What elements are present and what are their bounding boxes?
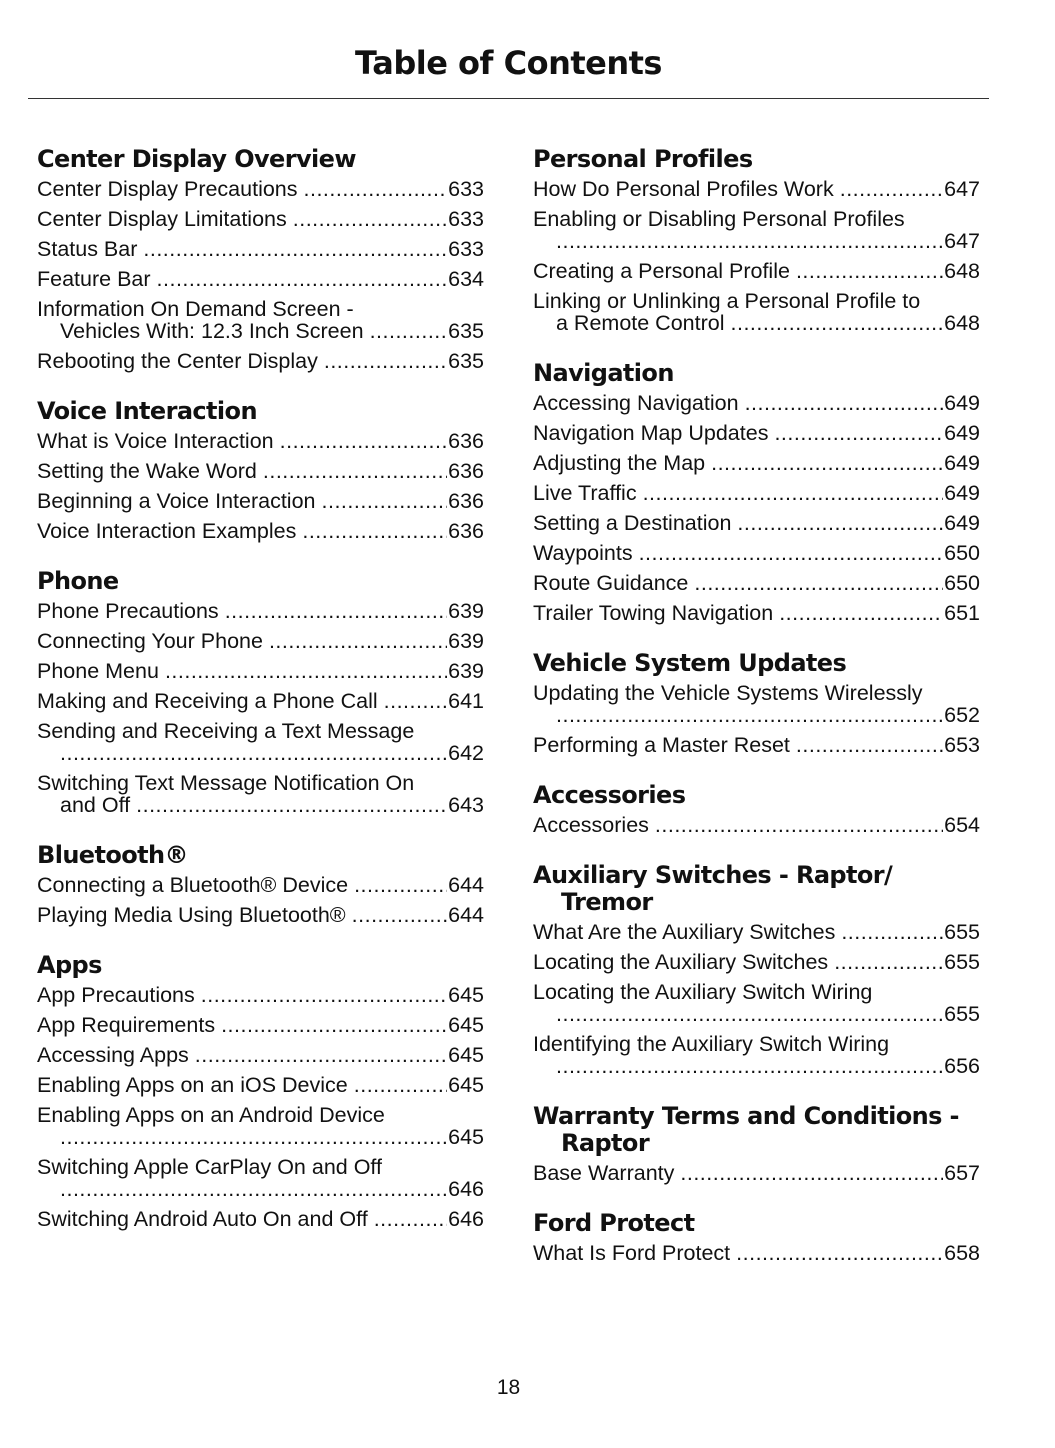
entry-page-number: 636 xyxy=(448,489,484,513)
entry-title: Status Bar xyxy=(37,237,138,261)
entry-page-number: 649 xyxy=(944,421,980,445)
entry-title: App Requirements xyxy=(37,1013,216,1037)
dot-leader xyxy=(143,238,447,260)
entry-page-number: 654 xyxy=(944,813,980,837)
toc-entry[interactable] xyxy=(37,178,484,200)
entry-page-number: 636 xyxy=(448,519,484,543)
toc-entry[interactable] xyxy=(533,951,980,973)
entry-title: Waypoints xyxy=(533,541,633,565)
dot-leader xyxy=(304,178,448,200)
toc-entry[interactable] xyxy=(533,512,980,534)
toc-entry[interactable] xyxy=(37,298,484,342)
dot-leader xyxy=(293,208,447,230)
toc-entry[interactable] xyxy=(37,460,484,482)
entry-page-number: 648 xyxy=(944,311,980,335)
entry-title-line: Locating the Auxiliary Switch Wiring xyxy=(533,980,873,1004)
entry-title-line: Enabling or Disabling Personal Profiles xyxy=(533,207,905,231)
toc-entry[interactable] xyxy=(37,720,484,764)
section-accessories xyxy=(533,782,980,836)
entry-title: Switching Android Auto On and Off xyxy=(37,1207,368,1231)
entry-page-number: 639 xyxy=(448,659,484,683)
toc-entry[interactable] xyxy=(37,630,484,652)
entry-title: Making and Receiving a Phone Call xyxy=(37,689,378,713)
entry-title-line: Updating the Vehicle Systems Wirelessly xyxy=(533,681,923,705)
entry-page-number: 649 xyxy=(944,511,980,535)
dot-leader xyxy=(384,690,448,712)
dot-leader xyxy=(60,1126,447,1148)
dot-leader xyxy=(736,1242,943,1264)
dot-leader xyxy=(774,422,943,444)
entry-page-number: 647 xyxy=(944,177,980,201)
toc-entry[interactable] xyxy=(533,542,980,564)
dot-leader xyxy=(201,984,447,1006)
section-heading: Personal Profiles xyxy=(533,145,753,173)
section-heading: Accessories xyxy=(533,781,686,809)
entry-page-number: 634 xyxy=(448,267,484,291)
entry-page-number: 645 xyxy=(448,983,484,1007)
entry-page-number: 649 xyxy=(944,481,980,505)
entry-title-line: Linking or Unlinking a Personal Profile to xyxy=(533,289,921,313)
section-center-display-overview xyxy=(37,146,484,372)
entry-title-line: Information On Demand Screen - xyxy=(37,297,354,321)
section-voice-interaction xyxy=(37,398,484,542)
toc-entry[interactable] xyxy=(533,1162,980,1184)
entry-title: Locating the Auxiliary Switches xyxy=(533,950,829,974)
entry-title: What Are the Auxiliary Switches xyxy=(533,920,836,944)
section-heading: Phone xyxy=(37,567,119,595)
entry-page-number: 633 xyxy=(448,237,484,261)
entry-title: How Do Personal Profiles Work xyxy=(533,177,834,201)
entry-page-number: 642 xyxy=(448,741,484,765)
entry-title: Feature Bar xyxy=(37,267,151,291)
entry-title-line: Enabling Apps on an Android Device xyxy=(37,1103,385,1127)
entry-page-number: 646 xyxy=(448,1207,484,1231)
entry-title: Voice Interaction Examples xyxy=(37,519,297,543)
section-vehicle-system-updates xyxy=(533,650,980,756)
toc-entry[interactable] xyxy=(37,690,484,712)
entry-page-number: 645 xyxy=(448,1013,484,1037)
dot-leader xyxy=(352,904,447,926)
dot-leader xyxy=(556,1003,943,1025)
entry-title: Vehicles With: 12.3 Inch Screen xyxy=(60,319,364,343)
dot-leader xyxy=(195,1044,447,1066)
entry-title: Enabling Apps on an iOS Device xyxy=(37,1073,348,1097)
entry-title: Navigation Map Updates xyxy=(533,421,769,445)
toc-entry[interactable] xyxy=(533,734,980,756)
entry-title: Route Guidance xyxy=(533,571,689,595)
entry-title: and Off xyxy=(60,793,131,817)
page-number: 18 xyxy=(496,1376,521,1399)
toc-entry[interactable] xyxy=(37,208,484,230)
entry-page-number: 648 xyxy=(944,259,980,283)
entry-page-number: 649 xyxy=(944,451,980,475)
left-column xyxy=(37,146,484,1256)
entry-title: What is Voice Interaction xyxy=(37,429,274,453)
toc-entry[interactable] xyxy=(533,452,980,474)
entry-title-line: Switching Text Message Notification On xyxy=(37,771,415,795)
dot-leader xyxy=(556,704,943,726)
right-column xyxy=(533,146,980,1290)
toc-entry[interactable] xyxy=(533,422,980,444)
toc-entry[interactable] xyxy=(37,1208,484,1230)
entry-page-number: 650 xyxy=(944,571,980,595)
entry-page-number: 633 xyxy=(448,207,484,231)
section-personal-profiles xyxy=(533,146,980,334)
entry-title: Beginning a Voice Interaction xyxy=(37,489,316,513)
dot-leader xyxy=(639,542,944,564)
section-heading: Apps xyxy=(37,951,102,979)
dot-leader xyxy=(263,460,447,482)
toc-entry[interactable] xyxy=(37,1156,484,1200)
entry-page-number: 646 xyxy=(448,1177,484,1201)
entry-page-number: 643 xyxy=(448,793,484,817)
toc-entry[interactable] xyxy=(37,1104,484,1148)
entry-page-number: 636 xyxy=(448,459,484,483)
section-apps xyxy=(37,952,484,1230)
entry-page-number: 645 xyxy=(448,1043,484,1067)
page-title: Table of Contents xyxy=(355,44,662,82)
entry-title: Setting the Wake Word xyxy=(37,459,257,483)
dot-leader xyxy=(302,520,447,542)
section-heading: Ford Protect xyxy=(533,1209,695,1237)
dot-leader xyxy=(60,1178,447,1200)
toc-entry[interactable] xyxy=(37,600,484,622)
section-auxiliary-switches-raptor-tremor xyxy=(533,862,980,1077)
section-heading: Center Display Overview xyxy=(37,145,356,173)
toc-entry[interactable] xyxy=(37,520,484,542)
toc-entry[interactable] xyxy=(533,482,980,504)
toc-entry[interactable] xyxy=(37,268,484,290)
entry-title: App Precautions xyxy=(37,983,195,1007)
toc-entry[interactable] xyxy=(37,984,484,1006)
toc-entry[interactable] xyxy=(37,1044,484,1066)
entry-page-number: 651 xyxy=(944,601,980,625)
dot-leader xyxy=(655,814,943,836)
dot-leader xyxy=(731,312,944,334)
dot-leader xyxy=(841,921,943,943)
dot-leader xyxy=(136,794,447,816)
section-bluetooth xyxy=(37,842,484,926)
dot-leader xyxy=(322,490,448,512)
dot-leader xyxy=(324,350,447,372)
entry-page-number: 645 xyxy=(448,1125,484,1149)
entry-page-number: 644 xyxy=(448,873,484,897)
entry-title: What Is Ford Protect xyxy=(533,1241,731,1265)
entry-title: Performing a Master Reset xyxy=(533,733,790,757)
entry-page-number: 653 xyxy=(944,733,980,757)
dot-leader xyxy=(221,1014,447,1036)
dot-leader xyxy=(840,178,943,200)
dot-leader xyxy=(374,1208,447,1230)
entry-page-number: 641 xyxy=(448,689,484,713)
toc-entry[interactable] xyxy=(533,260,980,282)
toc-entry[interactable] xyxy=(37,660,484,682)
toc-entry[interactable] xyxy=(533,290,980,334)
dot-leader xyxy=(796,734,943,756)
entry-page-number: 636 xyxy=(448,429,484,453)
entry-title: Setting a Destination xyxy=(533,511,732,535)
dot-leader xyxy=(779,602,943,624)
entry-page-number: 635 xyxy=(448,319,484,343)
entry-page-number: 639 xyxy=(448,599,484,623)
dot-leader xyxy=(556,1055,943,1077)
toc-entry[interactable] xyxy=(37,238,484,260)
toc-entry[interactable] xyxy=(37,1074,484,1096)
entry-page-number: 656 xyxy=(944,1054,980,1078)
entry-page-number: 639 xyxy=(448,629,484,653)
toc-entry[interactable] xyxy=(533,921,980,943)
toc-entry[interactable] xyxy=(37,874,484,896)
dot-leader xyxy=(711,452,943,474)
entry-title: Connecting a Bluetooth® Device xyxy=(37,873,349,897)
toc-entry[interactable] xyxy=(37,1014,484,1036)
toc-entry[interactable] xyxy=(533,178,980,200)
section-heading: Vehicle System Updates xyxy=(533,649,847,677)
toc-entry[interactable] xyxy=(37,904,484,926)
entry-title-line: Switching Apple CarPlay On and Off xyxy=(37,1155,382,1179)
entry-page-number: 647 xyxy=(944,229,980,253)
entry-page-number: 649 xyxy=(944,391,980,415)
dot-leader xyxy=(280,430,448,452)
entry-title: Center Display Precautions xyxy=(37,177,298,201)
entry-page-number: 635 xyxy=(448,349,484,373)
toc-entry[interactable] xyxy=(533,1242,980,1264)
entry-title: Live Traffic xyxy=(533,481,637,505)
entry-title: Phone Precautions xyxy=(37,599,219,623)
section-ford-protect xyxy=(533,1210,980,1264)
entry-page-number: 650 xyxy=(944,541,980,565)
dot-leader xyxy=(354,1074,447,1096)
dot-leader xyxy=(225,600,447,622)
section-navigation xyxy=(533,360,980,624)
dot-leader xyxy=(796,260,943,282)
toc-entry[interactable] xyxy=(533,981,980,1025)
toc-entry[interactable] xyxy=(37,350,484,372)
entry-page-number: 655 xyxy=(944,1002,980,1026)
entry-page-number: 655 xyxy=(944,950,980,974)
toc-entry[interactable] xyxy=(533,392,980,414)
dot-leader xyxy=(157,268,448,290)
dot-leader xyxy=(680,1162,943,1184)
entry-title: Connecting Your Phone xyxy=(37,629,263,653)
entry-title: a Remote Control xyxy=(556,311,725,335)
entry-title: Trailer Towing Navigation xyxy=(533,601,774,625)
entry-title-line: Identifying the Auxiliary Switch Wiring xyxy=(533,1032,890,1056)
toc-entry[interactable] xyxy=(37,430,484,452)
section-heading: Navigation xyxy=(533,359,674,387)
dot-leader xyxy=(269,630,447,652)
entry-title: Accessing Apps xyxy=(37,1043,189,1067)
dot-leader xyxy=(737,512,943,534)
section-heading: Voice Interaction xyxy=(37,397,257,425)
dot-leader xyxy=(60,742,447,764)
toc-entry[interactable] xyxy=(533,814,980,836)
entry-title: Base Warranty xyxy=(533,1161,675,1185)
section-warranty-terms-and-conditions-raptor xyxy=(533,1103,980,1184)
dot-leader xyxy=(370,320,448,342)
section-heading: Warranty Terms and Conditions - Raptor xyxy=(533,1102,959,1157)
dot-leader xyxy=(643,482,944,504)
entry-title: Creating a Personal Profile xyxy=(533,259,790,283)
dot-leader xyxy=(354,874,447,896)
dot-leader xyxy=(745,392,944,414)
entry-title: Accessories xyxy=(533,813,649,837)
entry-title: Phone Menu xyxy=(37,659,159,683)
entry-page-number: 644 xyxy=(448,903,484,927)
section-phone xyxy=(37,568,484,816)
entry-page-number: 655 xyxy=(944,920,980,944)
title-rule xyxy=(28,98,989,99)
toc-entry[interactable] xyxy=(37,490,484,512)
toc-entry[interactable] xyxy=(533,602,980,624)
entry-page-number: 652 xyxy=(944,703,980,727)
entry-title-line: Sending and Receiving a Text Message xyxy=(37,719,415,743)
dot-leader xyxy=(694,572,943,594)
entry-page-number: 658 xyxy=(944,1241,980,1265)
section-heading: Bluetooth® xyxy=(37,841,188,869)
entry-page-number: 657 xyxy=(944,1161,980,1185)
entry-title: Accessing Navigation xyxy=(533,391,739,415)
entry-title: Rebooting the Center Display xyxy=(37,349,318,373)
toc-entry[interactable] xyxy=(37,772,484,816)
entry-title: Adjusting the Map xyxy=(533,451,706,475)
dot-leader xyxy=(165,660,447,682)
toc-entry[interactable] xyxy=(533,1033,980,1077)
toc-entry[interactable] xyxy=(533,682,980,726)
entry-title: Center Display Limitations xyxy=(37,207,287,231)
entry-title: Playing Media Using Bluetooth® xyxy=(37,903,346,927)
entry-page-number: 645 xyxy=(448,1073,484,1097)
dot-leader xyxy=(556,230,943,252)
toc-entry[interactable] xyxy=(533,208,980,252)
dot-leader xyxy=(834,951,943,973)
toc-entry[interactable] xyxy=(533,572,980,594)
section-heading: Auxiliary Switches - Raptor/ Tremor xyxy=(533,861,893,916)
entry-page-number: 633 xyxy=(448,177,484,201)
